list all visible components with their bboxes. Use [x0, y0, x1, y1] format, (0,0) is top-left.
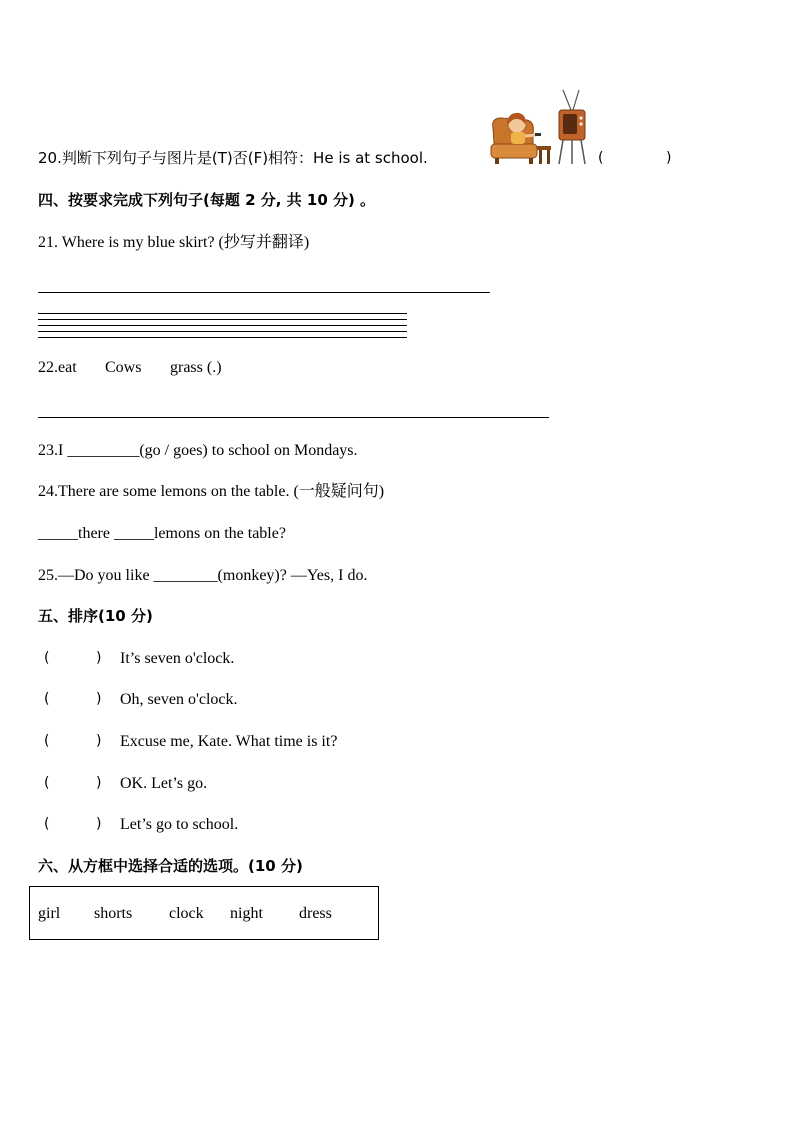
answer-line: [38, 292, 490, 293]
order-paren-close: ): [96, 816, 102, 832]
word-bank-item: night: [230, 905, 263, 922]
question-22-word: Cows: [105, 359, 142, 376]
question-24: 24.There are some lemons on the table. (一般疑问句): [38, 483, 385, 500]
word-bank-item: dress: [299, 905, 332, 922]
order-paren-open: (: [44, 733, 50, 749]
order-sentence: Let’s go to school.: [120, 816, 239, 833]
answer-line: [38, 325, 407, 326]
section-5-title: 五、排序(10 分): [38, 607, 153, 625]
word-bank-item: girl: [38, 905, 61, 922]
order-paren-open: (: [44, 816, 50, 832]
child-watching-tv-illustration: [487, 88, 597, 168]
order-paren-close: ): [96, 733, 102, 749]
question-20: 20.判断下列句子与图片是(T)否(F)相符：He is at school.: [38, 149, 428, 167]
order-paren-close: ): [96, 691, 102, 707]
answer-paren-close: ): [666, 150, 672, 166]
word-bank-box: [29, 886, 379, 940]
question-25: 25.—Do you like ________(monkey)? —Yes, I do.: [38, 567, 368, 584]
question-21: 21. Where is my blue skirt? (抄写并翻译): [38, 234, 310, 251]
answer-line: [38, 417, 549, 418]
answer-line: [38, 313, 407, 314]
order-paren-open: (: [44, 775, 50, 791]
question-22-start: 22.eat: [38, 359, 77, 376]
section-6-title: 六、从方框中选择合适的选项。(10 分): [38, 857, 303, 875]
question-23: 23.I _________(go / goes) to school on Mondays.: [38, 442, 358, 459]
answer-line: [38, 319, 407, 320]
order-sentence: OK. Let’s go.: [120, 775, 208, 792]
word-bank-item: clock: [169, 905, 204, 922]
question-24-answer: _____there _____lemons on the table?: [38, 525, 286, 542]
order-paren-close: ): [96, 775, 102, 791]
answer-paren-open: (: [598, 150, 604, 166]
section-4-title: 四、按要求完成下列句子(每题 2 分, 共 10 分) 。: [38, 191, 376, 209]
answer-line: [38, 331, 407, 332]
order-paren-open: (: [44, 691, 50, 707]
order-sentence: It’s seven o'clock.: [120, 650, 235, 667]
order-paren-open: (: [44, 650, 50, 666]
order-sentence: Excuse me, Kate. What time is it?: [120, 733, 338, 750]
answer-line: [38, 337, 407, 338]
question-22-word: grass (.): [170, 359, 222, 376]
order-paren-close: ): [96, 650, 102, 666]
order-sentence: Oh, seven o'clock.: [120, 691, 238, 708]
word-bank-item: shorts: [94, 905, 133, 922]
